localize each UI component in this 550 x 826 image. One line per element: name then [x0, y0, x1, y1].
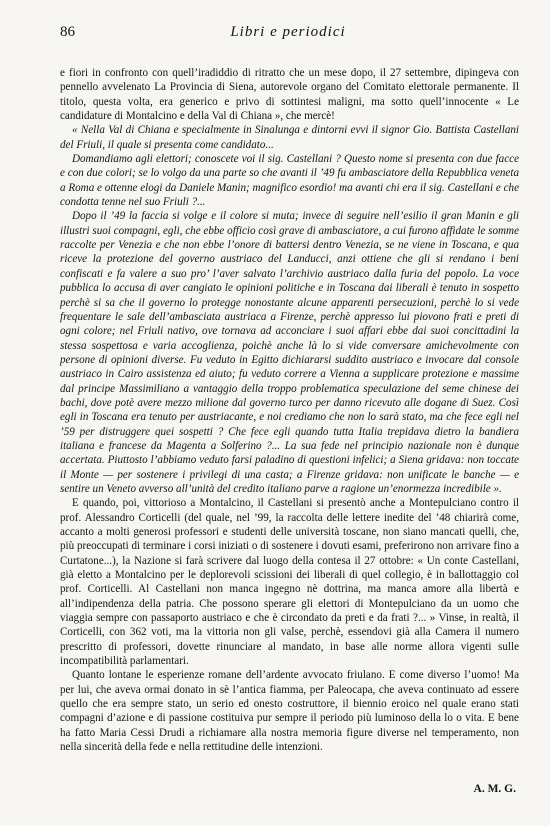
page-header — [60, 24, 516, 44]
page-number: 86 — [60, 24, 75, 40]
quote-paragraph-2: Domandiamo agli elettori; conoscete voi il sig. Castellani ? Questo nome si presenta con due facce e con due colori; se lo volgo da una parte so che avanti il ’49 fu ambasciatore della Repubblica veneta a Roma e ottenne elogi da Daniele Manin; magnifico esordio! ma avanti chi era il sig. Castellani e che condotta tenne nel suo Friuli ?... — [60, 153, 519, 209]
paragraph-3: Quanto lontane le esperienze romane dell’ardente avvocato friulano. E come diverso l’uomo! Ma per lui, che aveva ormai donato in sè l’antica fiamma, per Paleocapa, che aveva continuato ad essere quello che era sempre stato, un serio ed onesto costruttore, il biennio eroico nel quale erano stati compagni d’azione e di passione costituiva pur sempre il periodo più luminoso della lo o vita. E bene ha fatto Maria Cessi Drudi a richiamare alla nostra memoria figure diverse nel temperamento, non nella sincerità della fede e nella rettitudine delle intenzioni. — [60, 669, 519, 754]
author-signature: A. M. G. — [473, 783, 516, 795]
quote-paragraph-3: Dopo il ’49 la faccia si volge e il colore si muta; invece di seguire nell’esilio il gran Manin e gli illustri suoi compagni, egli, che ebbe officio così grave di ambasciatore, a cui furono affidate le somme raccolte per Venezia e che non ebbe l’onore di battersi dentro Venezia, se ne viene in Toscana, e qua riceve la protezione del governo austriaco del Landucci, anzi ottiene che gli si rendano i beni confiscati e fa valere a suo pro’ l’aver salvato l’archivio austriaco dalla furia del popolo. La voce pubblica lo accusa di aver cangiato le opinioni politiche e in Toscana dai liberali è tenuto in sospetto perchè si sa che il governo lo protegge nonostante alcune apparenti persecuzioni, perchè lo si vede frequentare le sale dell’ambasciata austriaca a Firenze, perchè appresso lui piovono frati e preti di ogni colore; nel Friuli nativo, ove tornava ad acconciare i suoi affari ebbe dai suoi concittadini la stessa sospettosa e varia accoglienza, poichè anche là lo si vide conversare amichevolmente con persone di opinioni diverse. Fu veduto in Egitto dichiararsi suddito austriaco e invocare dal console austriaco in Cairo assistenza ed aiuto; fu veduto correre a Vienna a supplicare protezione e massime dal principe Massimiliano a vantaggio della troppo problematica speculazione del seme chinese dei bachi, dove potè avere mezzo milione dal governo turco per danno ricevuto alle dogane di Suez. Così egli in Toscana era tenuto per austriacante, e noi crediamo che non lo sarà stato, ma che fece egli nel ’59 per distruggere quei sospetti ? Che fece egli quando tutta Italia trepidava dietro la bandiera italiana e francese da Magenta a Solferino ?... La sua fede nel principio nazionale non è dunque accertata. Piuttosto l’abbiamo veduto farsi paladino di questioni infelici; a Siena gridava: non toccate il Monte — per sostenere i privilegi di una casta; a Firenze gridava: non unificate le banche — e sentire un Veneto avverso all’unità del credito italiano parve a ragione un’enormezza incredibile ». — [60, 210, 519, 495]
quote-paragraph-1: « Nella Val di Chiana e specialmente in Sinalunga e dintorni evvi il signor Gio. Battista Castellani del Friuli, il quale si presenta come candidato... — [60, 124, 519, 151]
paragraph-2: E quando, poi, vittorioso a Montalcino, il Castellani si presentò anche a Montepulciano contro il prof. Alessandro Corticelli (del quale, nel ’99, la raccolta delle lettere inedite del ’48 chiarirà come, accanto a molti generosi professori e studenti delle università toscane, non siano mancati quelli, che, più preoccupati di terminare i corsi iniziati o di sostenere i dovuti esami, preferirono non arrivare fino a Curtatone...), la Nazione si farà scrivere dal luogo della contesa il 27 ottobre: « Un conte Castellani, già eletto a Montalcino per le deplorevoli scissioni dei liberali di quel collegio, è in ballottaggio col prof. Corticelli. Al Castellani non manca ingegno nè dottrina, ma manca amore alla libertà e all’indipendenza della patria. Che possono sperare gli elettori di Montepulciano da un uomo che viaggia sempre con passaporto austriaco e che è circondato da preti e da frati ?... » Vinse, in realtà, il Corticelli, con 362 voti, ma la vittoria non gli valse, perchè, essendovi già alla Camera il numero prescritto di professori, dovette rinunciare al mandato, in base alle norme allora vigenti sulle incompatibilità parlamentari. — [60, 497, 519, 668]
running-title: Libri e periodici — [230, 24, 346, 40]
paragraph-1: e fiori in confronto con quell’iradiddio di ritratto che un mese dopo, il 27 settembre, dipingeva con pennello avvelenato La Provincia di Siena, autorevole organo del Comitato elettorale permanente. Il titolo, questa volta, era generico e privo di sottintesi maligni, ma sotto quell’innocente « Le candidature di Montalcino e della Val di Chiana », che mercè! — [60, 67, 519, 123]
article-body — [60, 66, 519, 755]
